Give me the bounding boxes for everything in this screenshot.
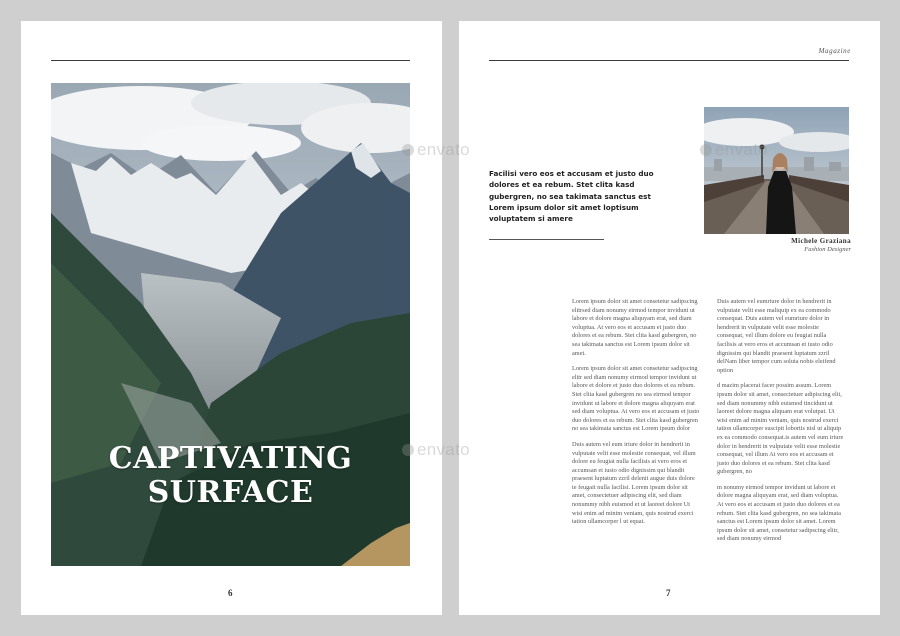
portrait-photo	[704, 107, 849, 234]
top-rule	[51, 60, 410, 61]
paragraph: Lorem ipsum dolor sit amet consetetur sadipscing elitrsed diam nonumy eirmod tempor invidunt ut labore et dolore magna aliquyam erat, sed diam voluptua. At vero eos et accusam et justo duo dolores et ea rebum. Stet clita kasd gubergren, no sea takimata sanctus est Lorem ipsum dolor sit amet.	[572, 298, 698, 357]
photo-caption-name: Michele Graziana	[791, 237, 851, 245]
paragraph: d mazim placerat facer possim assum. Lorem ipsum dolor sit amet, consectetuer adipiscing elit, sed diam nonummy nibh euismod tincidunt ut laoreet dolore magna aliquam erat volutpat. Ut wisi enim ad minim veniam, quis nostrud exerci tation ullamcorper suscipit lobortis nisl ut aliquip ex ea commodo consequat.is autem vel eum iriure dolor in hendrerit in vulputate velit esse molestie consequat, vel illum At vero eos et accusam et justo duo dolores et ea rebum. Stet clita kasd gubergren, no	[717, 382, 844, 476]
paragraph: Lorem ipsum dolor sit amet consetetur sadipscing elitr sed diam nonumy eirmod tempor invidunt ut labore et dolore et justo duo dolores et ea rebum. Stet clita kasd gubergren no sea eirmod tempor invidunt ut labore et dolore magna aliquyam erat sed diam voluptua. At vero eos et accusam et justo duo dolores et ea rebum. Stet clita kasd gubergren no sea takimata sanctus est Lorem ipsum dolor	[572, 365, 700, 433]
page-number: 6	[228, 588, 233, 598]
left-page	[21, 21, 442, 615]
envato-leaf-icon	[402, 444, 414, 456]
section-label: Magazine	[818, 47, 851, 55]
paragraph: Duis autem vel eum iriure dolor in hendrerit in vulputate velit esse molestie consequat, vel illum dolore eu feugiat nulla facilisis at vero eros et accumsan et iusto odio dignissim qui blandit praesent luptatum zzril delenit augue duis dolore te feugait nulla facilisi. Lorem ipsum dolor sit amet, consectetuer adipiscing elit, sed diam nonummy nibh euismod et ut laoreet dolore Ut wisi enim ad minim veniam, quis nostrud exerci tation ullamcorper l ut equat.	[572, 440, 696, 526]
bridge-portrait-image	[704, 107, 849, 234]
envato-watermark: envato	[700, 140, 768, 160]
paragraph: m nonumy eirmod tempor invidunt ut labore et dolore magna aliquyam erat, sed diam voluptua. At vero eos et accusam et justo duo dolores et ea rebum. Stet clita kasd gubergren, no sea takimata sanctus est Lorem ipsum dolor sit amet. Lorem ipsum dolor sit amet, consetetur sadipscing elitr, sed diam nonumy eirmod	[717, 483, 841, 543]
right-page	[459, 21, 880, 615]
envato-leaf-icon	[700, 144, 712, 156]
photo-caption-role: Fashion Designer	[804, 246, 851, 253]
hero-title-line1: CAPTIVATING	[108, 441, 353, 476]
top-rule	[489, 60, 849, 61]
envato-leaf-icon	[402, 144, 414, 156]
body-column-1	[572, 298, 700, 534]
pull-quote: Facilisi vero eos et accusam et justo duo dolores et ea rebum. Stet clita kasd gubergren, no sea takimata sanctus est Lorem ipsum dolor sit amet loptisum voluptatem si amere	[489, 169, 654, 224]
page-number: 7	[666, 588, 671, 598]
hero-image	[51, 83, 410, 566]
envato-watermark: envato	[402, 440, 470, 460]
body-column-2	[717, 298, 845, 551]
hero-title-line2: SURFACE	[147, 475, 314, 510]
envato-watermark: envato	[402, 140, 470, 160]
pull-quote-rule	[489, 239, 604, 240]
paragraph: Duis autem vel eumriure dolor in hendrerit in vulputate velit esse maliquip ex ea commodo consequat. Duis autem vel eumriure dolor in hendrerit in vulputate velit esse molestie consequat, vel illum dolore eu feugiat nulla facilisis at vero eros et accumsan et iusto odio dignissim qui blandit praesent luptatum zzril delNam liber tempor cum soluta nobis eleifend option	[717, 298, 836, 374]
